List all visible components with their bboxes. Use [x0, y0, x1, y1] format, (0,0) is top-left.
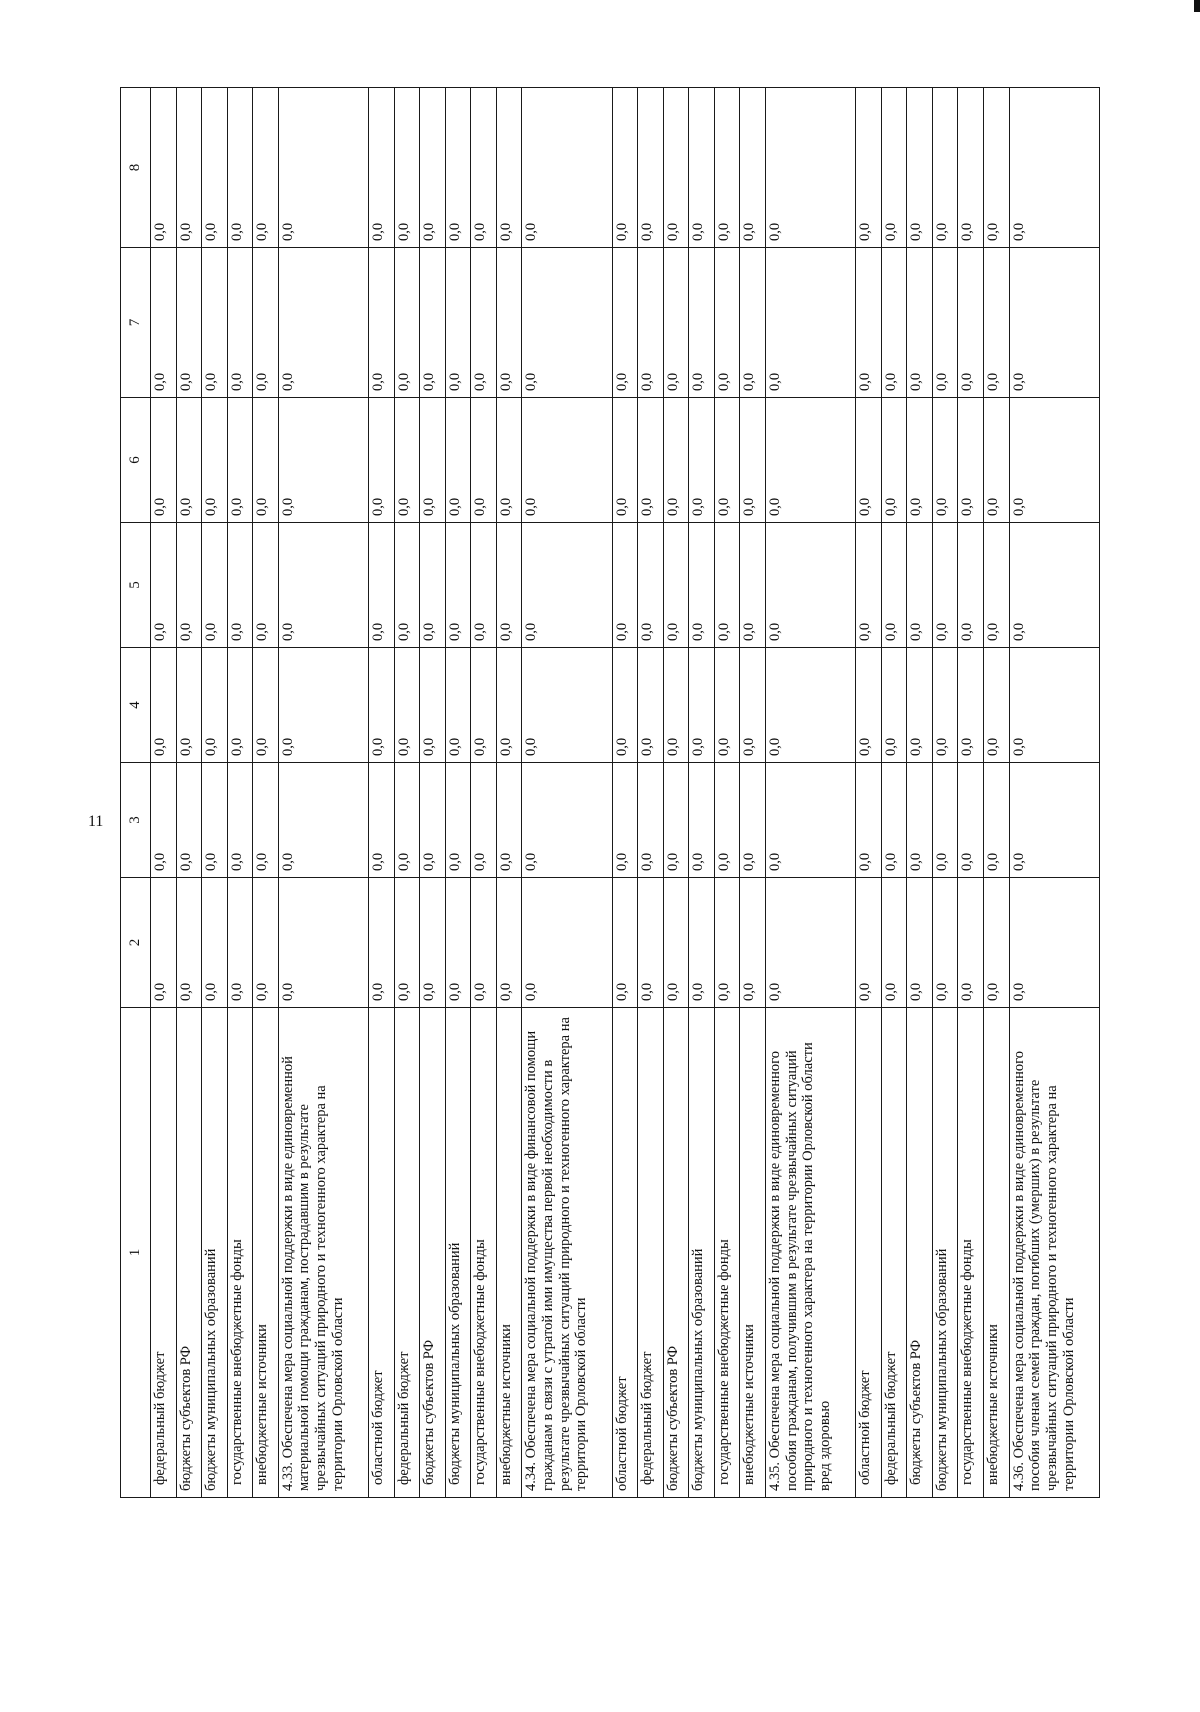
value-cell: 0,0 [932, 248, 958, 398]
value-cell: 0,0 [740, 763, 766, 878]
value-cell: 0,0 [369, 248, 395, 398]
value-cell: 0,0 [445, 648, 471, 763]
value-cell: 0,0 [932, 878, 958, 1008]
value-cell: 0,0 [202, 648, 228, 763]
budget-table [120, 87, 1100, 1498]
value-cell: 0,0 [278, 248, 368, 398]
value-cell: 0,0 [740, 878, 766, 1008]
column-header: 7 [121, 248, 151, 398]
value-cell: 0,0 [445, 398, 471, 523]
value-cell: 0,0 [984, 763, 1010, 878]
row-label: внебюджетные источники [740, 1008, 766, 1498]
row-label: федеральный бюджет [394, 1008, 420, 1498]
row-label: государственные внебюджетные фонды [958, 1008, 984, 1498]
value-cell: 0,0 [907, 648, 933, 763]
row-label: внебюджетные источники [496, 1008, 522, 1498]
value-cell: 0,0 [984, 878, 1010, 1008]
value-cell: 0,0 [394, 648, 420, 763]
value-cell: 0,0 [740, 398, 766, 523]
value-cell: 0,0 [714, 88, 740, 248]
value-cell: 0,0 [202, 763, 228, 878]
value-cell: 0,0 [176, 648, 202, 763]
value-cell: 0,0 [278, 763, 368, 878]
value-cell: 0,0 [856, 398, 882, 523]
value-cell: 0,0 [689, 248, 715, 398]
value-cell: 0,0 [1009, 523, 1099, 648]
value-cell: 0,0 [765, 648, 855, 763]
value-cell: 0,0 [638, 523, 664, 648]
table-row [765, 88, 855, 1498]
value-cell: 0,0 [496, 648, 522, 763]
value-cell: 0,0 [958, 523, 984, 648]
table-row [612, 88, 638, 1498]
table-row [714, 88, 740, 1498]
value-cell: 0,0 [151, 878, 177, 1008]
value-cell: 0,0 [689, 523, 715, 648]
value-cell: 0,0 [278, 648, 368, 763]
value-cell: 0,0 [176, 763, 202, 878]
row-label: областной бюджет [612, 1008, 638, 1498]
row-label: 4.36. Обеспечена мера социальной поддержки в виде единовременного пособия членам семей граждан, погибших (умерших) в результате чрезвычайных ситуаций природного и техногенного характера на территории Орловской области [1009, 1008, 1099, 1498]
table-row [932, 88, 958, 1498]
value-cell: 0,0 [394, 763, 420, 878]
scan-corner-mark [1194, 0, 1200, 12]
row-label: государственные внебюджетные фонды [471, 1008, 497, 1498]
value-cell: 0,0 [420, 878, 446, 1008]
value-cell: 0,0 [522, 878, 612, 1008]
value-cell: 0,0 [227, 763, 253, 878]
value-cell: 0,0 [740, 248, 766, 398]
row-label: бюджеты субъектов РФ [663, 1008, 689, 1498]
column-header: 6 [121, 398, 151, 523]
value-cell: 0,0 [856, 88, 882, 248]
value-cell: 0,0 [522, 88, 612, 248]
value-cell: 0,0 [984, 398, 1010, 523]
value-cell: 0,0 [227, 248, 253, 398]
row-label: государственные внебюджетные фонды [227, 1008, 253, 1498]
value-cell: 0,0 [881, 648, 907, 763]
value-cell: 0,0 [420, 648, 446, 763]
value-cell: 0,0 [445, 88, 471, 248]
value-cell: 0,0 [369, 878, 395, 1008]
value-cell: 0,0 [471, 878, 497, 1008]
value-cell: 0,0 [176, 88, 202, 248]
value-cell: 0,0 [932, 88, 958, 248]
value-cell: 0,0 [369, 88, 395, 248]
value-cell: 0,0 [176, 398, 202, 523]
value-cell: 0,0 [253, 398, 279, 523]
value-cell: 0,0 [689, 88, 715, 248]
column-header: 3 [121, 763, 151, 878]
row-label: бюджеты муниципальных образований [202, 1008, 228, 1498]
value-cell: 0,0 [522, 648, 612, 763]
page-number: 11 [88, 813, 104, 830]
value-cell: 0,0 [445, 878, 471, 1008]
value-cell: 0,0 [394, 248, 420, 398]
value-cell: 0,0 [227, 878, 253, 1008]
value-cell: 0,0 [151, 523, 177, 648]
row-label: 4.35. Обеспечена мера социальной поддержки в виде единовременного пособия гражданам, получившим в результате чрезвычайных ситуаций природного и техногенного характера на территории Орловской области вред здоровью [765, 1008, 855, 1498]
table-row [663, 88, 689, 1498]
value-cell: 0,0 [765, 398, 855, 523]
table-row [740, 88, 766, 1498]
row-label: внебюджетные источники [253, 1008, 279, 1498]
value-cell: 0,0 [202, 248, 228, 398]
value-cell: 0,0 [881, 763, 907, 878]
value-cell: 0,0 [932, 648, 958, 763]
table-row [958, 88, 984, 1498]
value-cell: 0,0 [765, 88, 855, 248]
value-cell: 0,0 [394, 88, 420, 248]
row-label: бюджеты муниципальных образований [445, 1008, 471, 1498]
value-cell: 0,0 [227, 88, 253, 248]
value-cell: 0,0 [1009, 648, 1099, 763]
column-header: 2 [121, 878, 151, 1008]
row-label: государственные внебюджетные фонды [714, 1008, 740, 1498]
value-cell: 0,0 [253, 648, 279, 763]
table-row [984, 88, 1010, 1498]
value-cell: 0,0 [856, 248, 882, 398]
value-cell: 0,0 [253, 88, 279, 248]
table-row [1009, 88, 1099, 1498]
value-cell: 0,0 [522, 523, 612, 648]
value-cell: 0,0 [227, 523, 253, 648]
column-header: 8 [121, 88, 151, 248]
value-cell: 0,0 [881, 878, 907, 1008]
value-cell: 0,0 [176, 248, 202, 398]
value-cell: 0,0 [1009, 88, 1099, 248]
table-row [176, 88, 202, 1498]
table-row [445, 88, 471, 1498]
value-cell: 0,0 [714, 248, 740, 398]
value-cell: 0,0 [612, 248, 638, 398]
value-cell: 0,0 [689, 648, 715, 763]
value-cell: 0,0 [253, 878, 279, 1008]
value-cell: 0,0 [714, 763, 740, 878]
value-cell: 0,0 [663, 88, 689, 248]
value-cell: 0,0 [958, 88, 984, 248]
value-cell: 0,0 [471, 248, 497, 398]
value-cell: 0,0 [369, 398, 395, 523]
value-cell: 0,0 [445, 523, 471, 648]
column-header: 1 [121, 1008, 151, 1498]
value-cell: 0,0 [420, 763, 446, 878]
value-cell: 0,0 [278, 88, 368, 248]
column-header: 5 [121, 523, 151, 648]
value-cell: 0,0 [907, 523, 933, 648]
value-cell: 0,0 [1009, 763, 1099, 878]
row-label: бюджеты муниципальных образований [689, 1008, 715, 1498]
value-cell: 0,0 [151, 648, 177, 763]
value-cell: 0,0 [471, 648, 497, 763]
value-cell: 0,0 [471, 398, 497, 523]
row-label: 4.33. Обеспечена мера социальной поддержки в виде единовременной материальной помощи гражданам, пострадавшим в результате чрезвычайных ситуаций природного и техногенного характера на территории Орловской области [278, 1008, 368, 1498]
value-cell: 0,0 [420, 398, 446, 523]
value-cell: 0,0 [984, 648, 1010, 763]
table-row [522, 88, 612, 1498]
value-cell: 0,0 [612, 523, 638, 648]
value-cell: 0,0 [612, 878, 638, 1008]
value-cell: 0,0 [856, 523, 882, 648]
table-row [689, 88, 715, 1498]
table-row [420, 88, 446, 1498]
value-cell: 0,0 [881, 398, 907, 523]
row-label: федеральный бюджет [881, 1008, 907, 1498]
value-cell: 0,0 [907, 763, 933, 878]
value-cell: 0,0 [394, 398, 420, 523]
value-cell: 0,0 [958, 648, 984, 763]
row-label: бюджеты субъектов РФ [907, 1008, 933, 1498]
table-row [151, 88, 177, 1498]
value-cell: 0,0 [1009, 398, 1099, 523]
row-label: 4.34. Обеспечена мера социальной поддержки в виде финансовой помощи гражданам в связи с утратой ими имущества первой необходимости в результате чрезвычайных ситуаций природного и техногенного характера на территории Орловской области [522, 1008, 612, 1498]
value-cell: 0,0 [471, 763, 497, 878]
value-cell: 0,0 [984, 88, 1010, 248]
value-cell: 0,0 [907, 88, 933, 248]
value-cell: 0,0 [714, 523, 740, 648]
value-cell: 0,0 [689, 398, 715, 523]
value-cell: 0,0 [369, 648, 395, 763]
value-cell: 0,0 [522, 248, 612, 398]
value-cell: 0,0 [278, 523, 368, 648]
value-cell: 0,0 [765, 248, 855, 398]
row-label: областной бюджет [856, 1008, 882, 1498]
value-cell: 0,0 [496, 523, 522, 648]
value-cell: 0,0 [881, 523, 907, 648]
value-cell: 0,0 [612, 648, 638, 763]
value-cell: 0,0 [856, 878, 882, 1008]
table-row [202, 88, 228, 1498]
table-row [471, 88, 497, 1498]
value-cell: 0,0 [740, 648, 766, 763]
value-cell: 0,0 [932, 398, 958, 523]
value-cell: 0,0 [278, 398, 368, 523]
value-cell: 0,0 [856, 648, 882, 763]
row-label: бюджеты субъектов РФ [420, 1008, 446, 1498]
table-row [907, 88, 933, 1498]
table-row [496, 88, 522, 1498]
value-cell: 0,0 [612, 398, 638, 523]
row-label: федеральный бюджет [151, 1008, 177, 1498]
value-cell: 0,0 [932, 523, 958, 648]
value-cell: 0,0 [958, 248, 984, 398]
value-cell: 0,0 [496, 763, 522, 878]
value-cell: 0,0 [496, 248, 522, 398]
value-cell: 0,0 [984, 523, 1010, 648]
table-header-row [121, 88, 151, 1498]
value-cell: 0,0 [907, 248, 933, 398]
value-cell: 0,0 [202, 88, 228, 248]
value-cell: 0,0 [176, 523, 202, 648]
value-cell: 0,0 [471, 88, 497, 248]
value-cell: 0,0 [394, 523, 420, 648]
value-cell: 0,0 [958, 763, 984, 878]
row-label: внебюджетные источники [984, 1008, 1010, 1498]
value-cell: 0,0 [638, 248, 664, 398]
value-cell: 0,0 [689, 763, 715, 878]
table-row [278, 88, 368, 1498]
value-cell: 0,0 [663, 248, 689, 398]
value-cell: 0,0 [907, 398, 933, 523]
value-cell: 0,0 [638, 648, 664, 763]
value-cell: 0,0 [253, 763, 279, 878]
value-cell: 0,0 [151, 398, 177, 523]
table-row [394, 88, 420, 1498]
value-cell: 0,0 [496, 88, 522, 248]
value-cell: 0,0 [227, 398, 253, 523]
value-cell: 0,0 [958, 878, 984, 1008]
value-cell: 0,0 [471, 523, 497, 648]
value-cell: 0,0 [420, 248, 446, 398]
value-cell: 0,0 [202, 878, 228, 1008]
value-cell: 0,0 [932, 763, 958, 878]
value-cell: 0,0 [765, 523, 855, 648]
value-cell: 0,0 [765, 878, 855, 1008]
value-cell: 0,0 [881, 88, 907, 248]
value-cell: 0,0 [369, 523, 395, 648]
value-cell: 0,0 [445, 763, 471, 878]
table-row [638, 88, 664, 1498]
value-cell: 0,0 [253, 248, 279, 398]
value-cell: 0,0 [663, 648, 689, 763]
value-cell: 0,0 [740, 88, 766, 248]
value-cell: 0,0 [765, 763, 855, 878]
row-label: федеральный бюджет [638, 1008, 664, 1498]
value-cell: 0,0 [151, 248, 177, 398]
table-row [253, 88, 279, 1498]
value-cell: 0,0 [253, 523, 279, 648]
value-cell: 0,0 [984, 248, 1010, 398]
value-cell: 0,0 [663, 878, 689, 1008]
value-cell: 0,0 [278, 878, 368, 1008]
value-cell: 0,0 [856, 763, 882, 878]
value-cell: 0,0 [420, 523, 446, 648]
value-cell: 0,0 [420, 88, 446, 248]
value-cell: 0,0 [740, 523, 766, 648]
table-row [369, 88, 395, 1498]
value-cell: 0,0 [496, 878, 522, 1008]
value-cell: 0,0 [638, 398, 664, 523]
value-cell: 0,0 [1009, 878, 1099, 1008]
value-cell: 0,0 [369, 763, 395, 878]
value-cell: 0,0 [522, 763, 612, 878]
value-cell: 0,0 [151, 88, 177, 248]
value-cell: 0,0 [612, 763, 638, 878]
value-cell: 0,0 [663, 523, 689, 648]
value-cell: 0,0 [612, 88, 638, 248]
row-label: бюджеты субъектов РФ [176, 1008, 202, 1498]
value-cell: 0,0 [714, 398, 740, 523]
value-cell: 0,0 [663, 763, 689, 878]
table-row [856, 88, 882, 1498]
value-cell: 0,0 [522, 398, 612, 523]
value-cell: 0,0 [714, 878, 740, 1008]
value-cell: 0,0 [689, 878, 715, 1008]
row-label: бюджеты муниципальных образований [932, 1008, 958, 1498]
value-cell: 0,0 [638, 878, 664, 1008]
value-cell: 0,0 [881, 248, 907, 398]
value-cell: 0,0 [638, 88, 664, 248]
value-cell: 0,0 [202, 523, 228, 648]
value-cell: 0,0 [151, 763, 177, 878]
value-cell: 0,0 [227, 648, 253, 763]
table-row [881, 88, 907, 1498]
value-cell: 0,0 [202, 398, 228, 523]
value-cell: 0,0 [394, 878, 420, 1008]
value-cell: 0,0 [445, 248, 471, 398]
value-cell: 0,0 [496, 398, 522, 523]
table-row [227, 88, 253, 1498]
row-label: областной бюджет [369, 1008, 395, 1498]
value-cell: 0,0 [176, 878, 202, 1008]
value-cell: 0,0 [638, 763, 664, 878]
value-cell: 0,0 [907, 878, 933, 1008]
value-cell: 0,0 [663, 398, 689, 523]
column-header: 4 [121, 648, 151, 763]
value-cell: 0,0 [958, 398, 984, 523]
value-cell: 0,0 [1009, 248, 1099, 398]
value-cell: 0,0 [714, 648, 740, 763]
